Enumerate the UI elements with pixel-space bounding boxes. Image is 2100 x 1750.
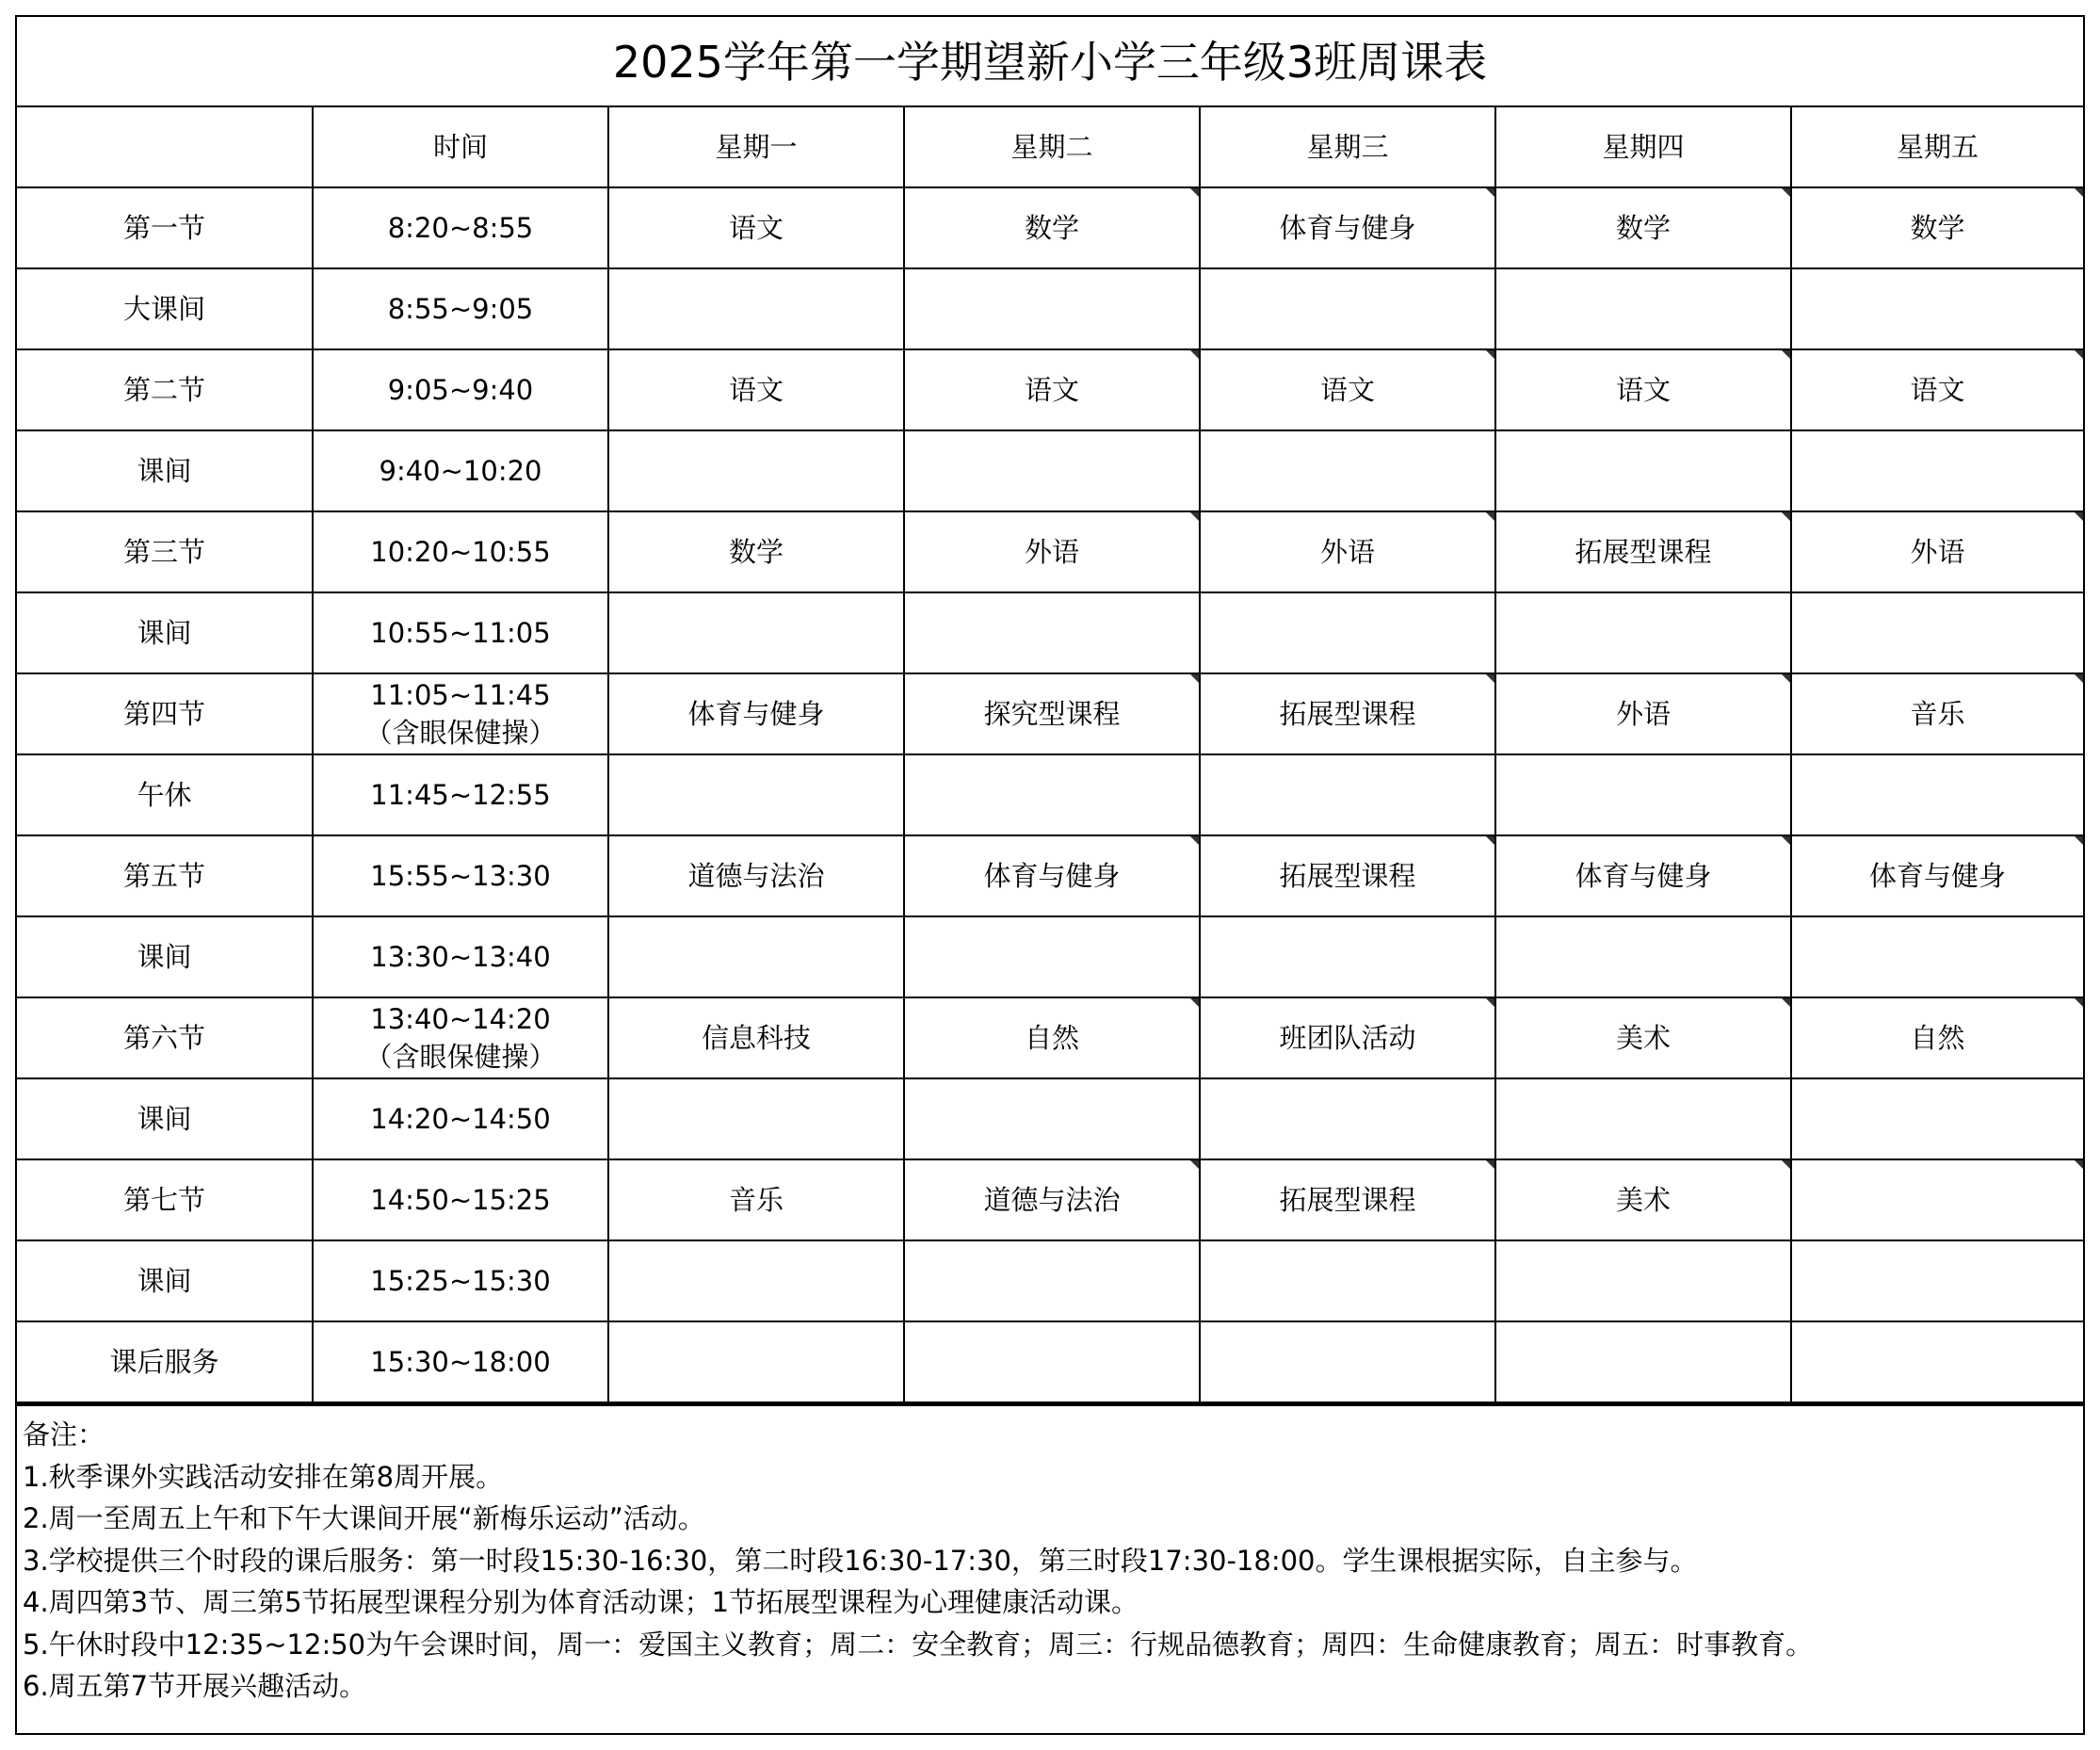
subject-cell-monday [608, 1321, 904, 1402]
subject-cell-tuesday: 自然 [904, 997, 1200, 1078]
subject-cell-friday: 自然 [1791, 997, 2083, 1078]
subject-cell-tuesday: 探究型课程 [904, 673, 1200, 754]
subject-cell-wednesday [1200, 754, 1495, 835]
subject-cell-wednesday: 语文 [1200, 349, 1495, 430]
time-range: 8:55~9:05 [387, 293, 534, 325]
time-range: 11:45~12:55 [370, 779, 551, 811]
time-range: 15:55~13:30 [370, 860, 551, 892]
time-range: 8:20~8:55 [387, 212, 534, 244]
subject-cell-wednesday: 体育与健身 [1200, 187, 1495, 268]
time-cell [313, 187, 608, 268]
schedule-row [17, 430, 2083, 511]
time-cell [313, 1240, 608, 1321]
subject-cell-tuesday [904, 1240, 1200, 1321]
schedule-row [17, 1240, 2083, 1321]
subject-cell-thursday [1495, 754, 1791, 835]
time-range: 15:30~18:00 [370, 1346, 551, 1378]
time-note: （含眼保健操） [364, 717, 557, 749]
header-blank-cell [17, 107, 313, 187]
schedule-row [17, 997, 2083, 1078]
subject-cell-tuesday [904, 268, 1200, 349]
subject-cell-friday [1791, 1159, 2083, 1240]
subject-cell-wednesday: 拓展型课程 [1200, 835, 1495, 916]
subject-cell-thursday [1495, 430, 1791, 511]
subject-cell-wednesday: 拓展型课程 [1200, 1159, 1495, 1240]
note-item: 5.午休时段中12:35~12:50为午会课时间，周一：爱国主义教育；周二：安全教育；周三：行规品德教育；周四：生命健康教育；周五：时事教育。 [23, 1628, 1814, 1661]
period-cell: 第三节 [17, 511, 313, 592]
subject-cell-monday: 语文 [608, 187, 904, 268]
time-cell [313, 511, 608, 592]
note-item: 2.周一至周五上午和下午大课间开展“新梅乐运动”活动。 [23, 1502, 705, 1534]
schedule-table [17, 107, 2083, 1403]
time-cell [313, 349, 608, 430]
schedule-row [17, 673, 2083, 754]
time-cell [313, 916, 608, 997]
period-cell: 课后服务 [17, 1321, 313, 1402]
time-cell [313, 835, 608, 916]
subject-cell-tuesday [904, 1321, 1200, 1402]
time-cell [313, 430, 608, 511]
subject-cell-monday [608, 430, 904, 511]
subject-cell-friday [1791, 268, 2083, 349]
subject-cell-tuesday [904, 592, 1200, 673]
subject-cell-wednesday [1200, 916, 1495, 997]
period-cell: 大课间 [17, 268, 313, 349]
subject-cell-tuesday [904, 916, 1200, 997]
schedule-row [17, 187, 2083, 268]
subject-cell-monday [608, 916, 904, 997]
schedule-row [17, 511, 2083, 592]
subject-cell-friday: 数学 [1791, 187, 2083, 268]
period-cell: 第四节 [17, 673, 313, 754]
subject-cell-thursday [1495, 1240, 1791, 1321]
header-thursday: 星期四 [1495, 107, 1791, 187]
subject-cell-thursday: 外语 [1495, 673, 1791, 754]
subject-cell-wednesday [1200, 268, 1495, 349]
subject-cell-thursday: 拓展型课程 [1495, 511, 1791, 592]
schedule-row [17, 1159, 2083, 1240]
header-row [17, 107, 2083, 187]
schedule-row [17, 754, 2083, 835]
time-cell [313, 592, 608, 673]
notes-section [17, 1403, 2083, 1708]
time-range: 13:30~13:40 [370, 941, 551, 973]
subject-cell-tuesday: 外语 [904, 511, 1200, 592]
subject-cell-thursday: 语文 [1495, 349, 1791, 430]
subject-cell-monday: 音乐 [608, 1159, 904, 1240]
subject-cell-wednesday [1200, 430, 1495, 511]
subject-cell-wednesday: 班团队活动 [1200, 997, 1495, 1078]
time-cell [313, 754, 608, 835]
subject-cell-friday [1791, 592, 2083, 673]
subject-cell-thursday [1495, 916, 1791, 997]
period-cell: 第五节 [17, 835, 313, 916]
period-cell: 课间 [17, 1078, 313, 1159]
header-time: 时间 [313, 107, 608, 187]
subject-cell-tuesday: 道德与法治 [904, 1159, 1200, 1240]
subject-cell-friday [1791, 1321, 2083, 1402]
subject-cell-friday [1791, 1240, 2083, 1321]
note-item: 1.秋季课外实践活动安排在第8周开展。 [23, 1460, 504, 1493]
subject-cell-monday [608, 268, 904, 349]
subject-cell-friday: 外语 [1791, 511, 2083, 592]
subject-cell-thursday: 美术 [1495, 997, 1791, 1078]
time-cell [313, 268, 608, 349]
time-cell [313, 1159, 608, 1240]
subject-cell-friday: 音乐 [1791, 673, 2083, 754]
timetable-sheet [15, 15, 2085, 1735]
header-friday: 星期五 [1791, 107, 2083, 187]
period-cell: 课间 [17, 430, 313, 511]
subject-cell-thursday: 体育与健身 [1495, 835, 1791, 916]
subject-cell-tuesday [904, 430, 1200, 511]
subject-cell-wednesday: 拓展型课程 [1200, 673, 1495, 754]
subject-cell-monday: 信息科技 [608, 997, 904, 1078]
subject-cell-thursday [1495, 1321, 1791, 1402]
page-title: 2025学年第一学期望新小学三年级3班周课表 [17, 17, 2083, 107]
period-cell: 第七节 [17, 1159, 313, 1240]
note-item: 3.学校提供三个时段的课后服务：第一时段15:30-16:30，第二时段16:30-17:30，第三时段17:30-18:00。学生课根据实际，自主参与。 [23, 1544, 1698, 1577]
note-item: 6.周五第7节开展兴趣活动。 [23, 1670, 367, 1702]
subject-cell-wednesday [1200, 1078, 1495, 1159]
time-range: 14:20~14:50 [370, 1103, 551, 1135]
subject-cell-tuesday: 数学 [904, 187, 1200, 268]
subject-cell-wednesday: 外语 [1200, 511, 1495, 592]
header-wednesday: 星期三 [1200, 107, 1495, 187]
header-tuesday: 星期二 [904, 107, 1200, 187]
subject-cell-monday [608, 1240, 904, 1321]
subject-cell-thursday [1495, 592, 1791, 673]
subject-cell-tuesday: 体育与健身 [904, 835, 1200, 916]
subject-cell-wednesday [1200, 1321, 1495, 1402]
time-range: 10:20~10:55 [370, 536, 551, 568]
time-cell [313, 1078, 608, 1159]
schedule-row [17, 592, 2083, 673]
subject-cell-friday [1791, 916, 2083, 997]
period-cell: 课间 [17, 592, 313, 673]
subject-cell-monday: 体育与健身 [608, 673, 904, 754]
subject-cell-wednesday [1200, 592, 1495, 673]
time-cell [313, 1321, 608, 1402]
schedule-row [17, 835, 2083, 916]
subject-cell-friday [1791, 754, 2083, 835]
schedule-row [17, 1078, 2083, 1159]
time-range: 9:05~9:40 [387, 374, 534, 406]
period-cell: 第一节 [17, 187, 313, 268]
time-note: （含眼保健操） [364, 1041, 557, 1073]
subject-cell-thursday [1495, 1078, 1791, 1159]
subject-cell-monday [608, 1078, 904, 1159]
time-range: 13:40~14:20 [370, 1003, 551, 1035]
subject-cell-monday: 语文 [608, 349, 904, 430]
notes-heading: 备注： [23, 1418, 105, 1450]
period-cell: 课间 [17, 1240, 313, 1321]
time-range: 15:25~15:30 [370, 1265, 551, 1297]
subject-cell-monday: 道德与法治 [608, 835, 904, 916]
subject-cell-monday [608, 592, 904, 673]
schedule-row [17, 916, 2083, 997]
time-range: 9:40~10:20 [379, 455, 542, 487]
subject-cell-thursday: 美术 [1495, 1159, 1791, 1240]
subject-cell-friday: 体育与健身 [1791, 835, 2083, 916]
schedule-row [17, 1321, 2083, 1402]
subject-cell-tuesday: 语文 [904, 349, 1200, 430]
schedule-row [17, 268, 2083, 349]
period-cell: 第六节 [17, 997, 313, 1078]
period-cell: 午休 [17, 754, 313, 835]
subject-cell-thursday: 数学 [1495, 187, 1791, 268]
subject-cell-monday: 数学 [608, 511, 904, 592]
subject-cell-thursday [1495, 268, 1791, 349]
time-range: 11:05~11:45 [370, 679, 551, 711]
time-cell [313, 673, 608, 754]
time-range: 14:50~15:25 [370, 1184, 551, 1216]
time-cell [313, 997, 608, 1078]
period-cell: 第二节 [17, 349, 313, 430]
header-monday: 星期一 [608, 107, 904, 187]
schedule-row [17, 349, 2083, 430]
subject-cell-monday [608, 754, 904, 835]
subject-cell-tuesday [904, 1078, 1200, 1159]
time-range: 10:55~11:05 [370, 617, 551, 649]
subject-cell-wednesday [1200, 1240, 1495, 1321]
period-cell: 课间 [17, 916, 313, 997]
subject-cell-friday [1791, 430, 2083, 511]
subject-cell-friday: 语文 [1791, 349, 2083, 430]
subject-cell-tuesday [904, 754, 1200, 835]
note-item: 4.周四第3节、周三第5节拓展型课程分别为体育活动课；1节拓展型课程为心理健康活动课。 [23, 1586, 1139, 1618]
subject-cell-friday [1791, 1078, 2083, 1159]
